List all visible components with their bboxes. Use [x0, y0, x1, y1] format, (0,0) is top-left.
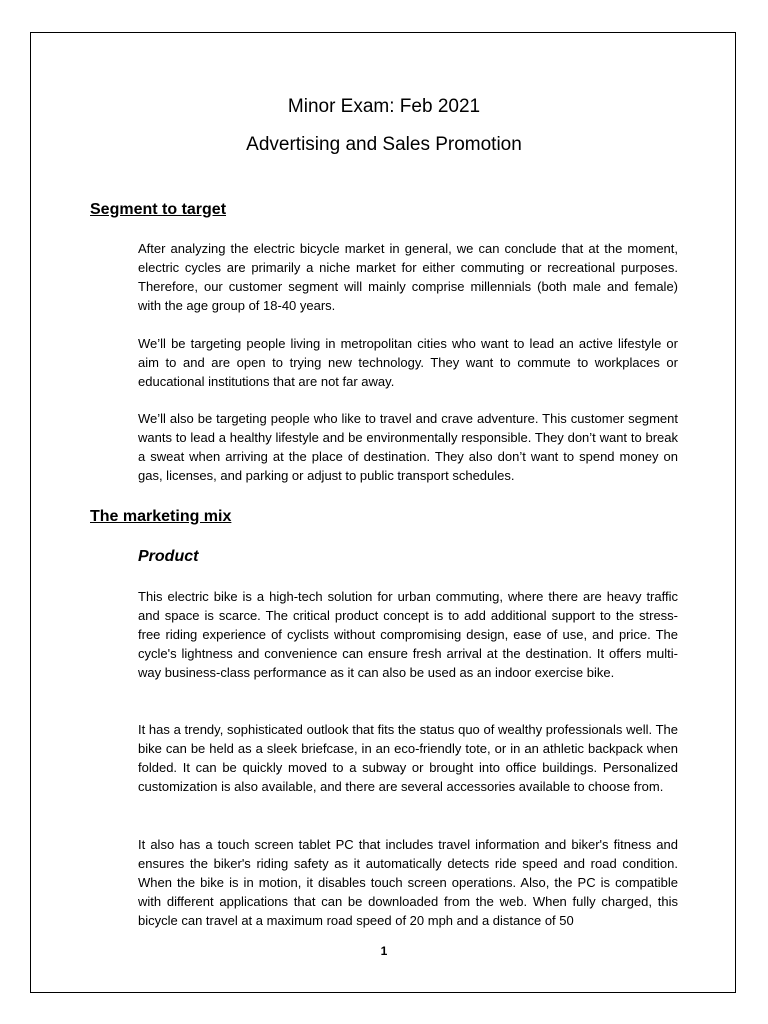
paragraph: This electric bike is a high-tech solution for urban commuting, where there are heavy traffic and space is scarce. The critical product concept is to add additional support to the stress-free riding experience of cyclists without compromising design, ease of use, and price. The cycle's lightness and convenience can ensure fresh arrival at the destination. It offers multi-way business-class performance as it can also be used as an indoor exercise bike.: [138, 589, 678, 680]
document-subtitle: Advertising and Sales Promotion: [246, 134, 522, 155]
section-heading-marketing-mix: The marketing mix: [90, 508, 232, 525]
subheading-product: Product: [138, 548, 199, 565]
section-heading-segment: Segment to target: [90, 201, 227, 218]
paragraph: We’ll also be targeting people who like to travel and crave adventure. This customer segment wants to lead a healthy lifestyle and be environmentally responsible. They don’t want to break a sweat when arriving at the place of destination. They also don’t want to spend money on gas, licenses, and parking or adjust to public transport schedules.: [138, 411, 678, 483]
paragraph: It also has a touch screen tablet PC that includes travel information and biker's fitness and ensures the biker's riding safety as it automatically detects ride speed and road condition. When the bike is in motion, it disables touch screen operations. Also, the PC is compatible with different applications that can be downloaded from the web. When fully charged, this bicycle can travel at a maximum road speed of 20 mph and a distance of 50: [138, 837, 678, 928]
page-number: 1: [380, 944, 388, 958]
paragraph: It has a trendy, sophisticated outlook that fits the status quo of wealthy professionals well. The bike can be held as a sleek briefcase, in an eco-friendly tote, or in an athletic backpack when folded. It can be quickly moved to a subway or brought into office buildings. Personalized customization is also available, and there are several accessories available to choose from.: [138, 722, 678, 794]
paragraph: We’ll be targeting people living in metropolitan cities who want to lead an active lifestyle or aim to and are open to trying new technology. They want to commute to workplaces or educational institutions that are not far away.: [138, 336, 678, 389]
document-title: Minor Exam: Feb 2021: [287, 96, 481, 117]
paragraph: After analyzing the electric bicycle market in general, we can conclude that at the moment, electric cycles are primarily a niche market for either commuting or recreational purposes. Therefore, our customer segment will mainly comprise millennials (both male and female) with the age group of 18-40 years.: [138, 241, 678, 313]
